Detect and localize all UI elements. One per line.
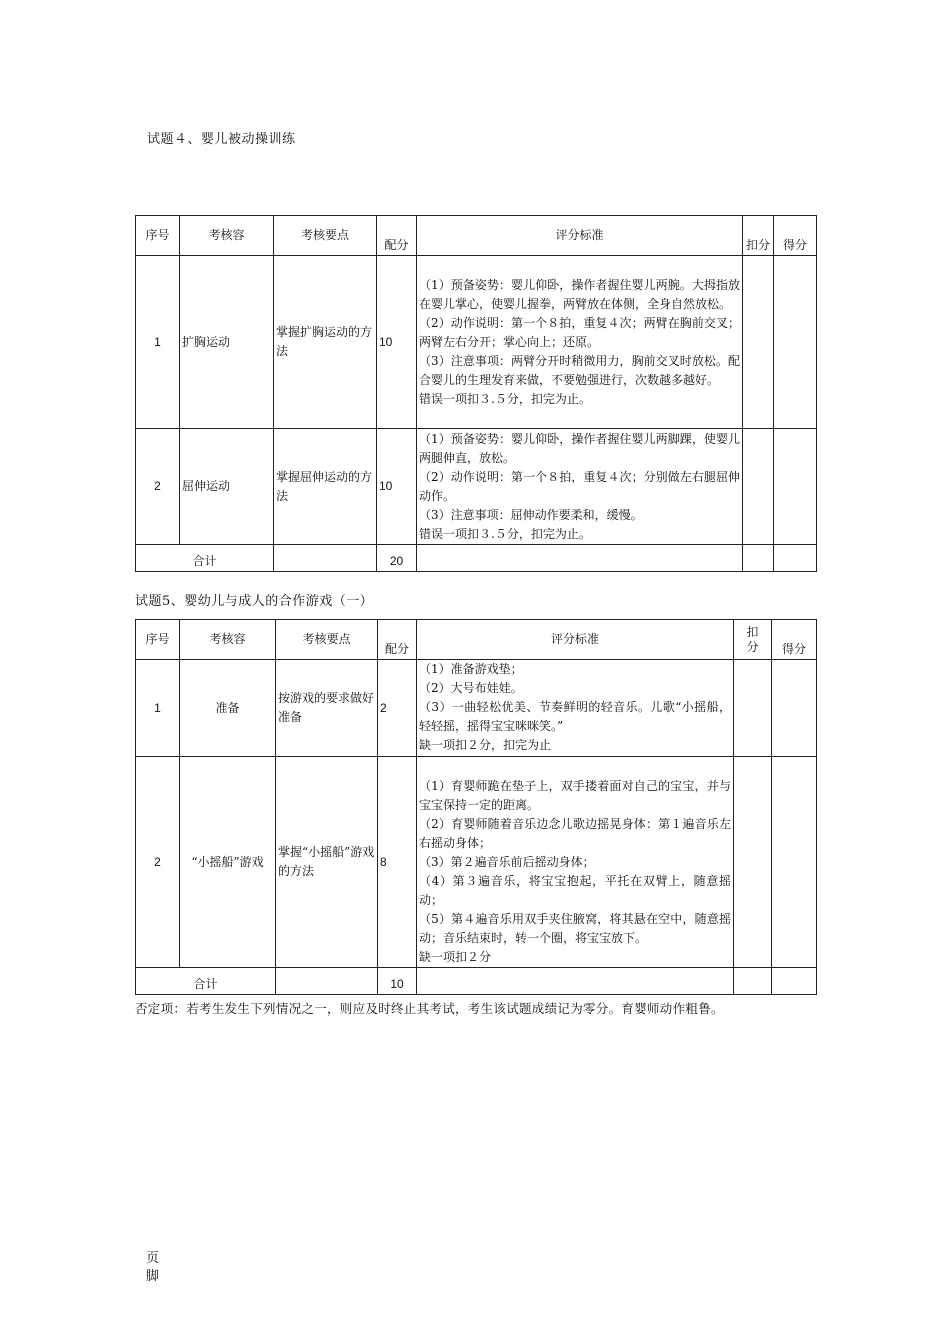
row-content: 准备	[180, 660, 276, 757]
row-standard	[417, 757, 734, 968]
standard-item: （2）大号布娃娃。	[419, 681, 523, 695]
total-label: 合计	[136, 545, 274, 572]
row-deduct	[734, 757, 772, 968]
row-deduct	[734, 660, 772, 757]
total-label: 合计	[136, 968, 276, 995]
row-seq: 2	[136, 757, 180, 968]
q4-title: 试题４、婴儿被动操训练	[147, 132, 296, 147]
standard-item: （1）预备姿势：婴儿仰卧，操作者握住婴儿两腕。大拇指放在婴儿掌心，使婴儿握拳，两臂放在体侧，全身自然放松。	[419, 277, 740, 311]
row-points: 掌握“小摇船”游戏的方法	[276, 757, 378, 968]
total-points	[274, 545, 377, 572]
total-score: 10	[378, 968, 417, 995]
total-row	[136, 545, 817, 572]
row-seq: 1	[136, 256, 180, 429]
standard-item: （3）第２遍音乐前后摇动身体；	[419, 855, 595, 869]
table-row	[136, 256, 817, 429]
row-standard	[417, 256, 743, 429]
total-got	[772, 968, 817, 995]
total-row	[136, 968, 817, 995]
row-content: “小摇船”游戏	[180, 757, 276, 968]
q5-table	[135, 619, 817, 995]
row-got	[772, 757, 817, 968]
total-points	[276, 968, 378, 995]
standard-item: （2）动作说明：第一个８拍，重复４次；分别做左右腿屈伸动作。	[419, 469, 740, 503]
total-standard	[417, 968, 734, 995]
row-got	[772, 660, 817, 757]
total-deduct	[743, 545, 774, 572]
standard-item: （1）准备游戏垫；	[419, 662, 523, 676]
row-score: 10	[377, 429, 417, 545]
table-row	[136, 757, 817, 968]
row-got	[774, 256, 817, 429]
standard-item: 缺一项扣２分，扣完为止	[419, 738, 552, 752]
standard-item: （1）育婴师跪在垫子上，双手搂着面对自己的宝宝，并与宝宝保持一定的距离。	[419, 779, 731, 812]
row-seq: 2	[136, 429, 180, 545]
standard-item: （3）注意事项：屈伸动作要柔和，缓慢。	[419, 507, 643, 522]
header-content: 考核容	[180, 216, 274, 256]
header-standard: 评分标准	[417, 216, 743, 256]
header-standard: 评分标准	[417, 620, 734, 660]
table-row	[136, 660, 817, 757]
header-score: 配分	[378, 620, 417, 660]
standard-item: （3）一曲轻松优美、节奏鲜明的轻音乐。儿歌“小摇船，轻轻摇，摇得宝宝咪咪笑。”	[419, 700, 731, 733]
standard-item: 错误一项扣３.５分，扣完为止。	[419, 391, 591, 406]
total-deduct	[734, 968, 772, 995]
standard-item: （5）第４遍音乐用双手夹住腋窝，将其悬在空中，随意摇动；音乐结束时，转一个圈，将宝宝放下。	[419, 912, 731, 945]
table-row	[136, 429, 817, 545]
standard-item: （4）第３遍音乐，将宝宝抱起，平托在双臂上，随意摇动；	[419, 874, 731, 907]
row-standard	[417, 429, 743, 545]
q4-header-row	[136, 216, 817, 256]
row-got	[774, 429, 817, 545]
header-deduct: 扣分	[743, 216, 774, 256]
row-points: 掌握扩胸运动的方法	[274, 256, 377, 429]
row-deduct	[743, 256, 774, 429]
standard-item: （3）注意事项：两臂分开时稍微用力，胸前交叉时放松。配合婴儿的生理发育来做，不要勉强进行，次数越多越好。	[419, 353, 740, 387]
q4-table	[135, 215, 817, 572]
header-deduct: 扣分	[734, 620, 772, 660]
header-got: 得分	[772, 620, 817, 660]
standard-item: （2）育婴师随着音乐边念儿歌边摇晃身体：第１遍音乐左右摇动身体；	[419, 817, 731, 850]
total-got	[774, 545, 817, 572]
total-standard	[417, 545, 743, 572]
row-score: 8	[378, 757, 417, 968]
row-score: 2	[378, 660, 417, 757]
header-seq: 序号	[136, 620, 180, 660]
standard-item: （2）动作说明：第一个８拍，重复４次；两臂在胸前交叉；两臂左右分开；掌心向上；还原。	[419, 315, 740, 349]
total-score: 20	[377, 545, 417, 572]
row-content: 扩胸运动	[180, 256, 274, 429]
row-score: 10	[377, 256, 417, 429]
header-points: 考核要点	[274, 216, 377, 256]
q5-title: 试题5、婴幼儿与成人的合作游戏（一）	[135, 594, 374, 609]
row-standard	[417, 660, 734, 757]
header-content: 考核容	[180, 620, 276, 660]
header-score: 配分	[377, 216, 417, 256]
header-got: 得分	[774, 216, 817, 256]
row-deduct	[743, 429, 774, 545]
standard-item: 缺一项扣２分	[419, 950, 492, 964]
veto-note: 否定项：若考生发生下列情况之一，则应及时终止其考试，考生该试题成绩记为零分。育婴师动作粗鲁。	[135, 1001, 724, 1016]
row-content: 屈伸运动	[180, 429, 274, 545]
page-footer: 页脚	[146, 1251, 160, 1284]
row-points: 掌握屈伸运动的方法	[274, 429, 377, 545]
q5-header-row	[136, 620, 817, 660]
header-seq: 序号	[136, 216, 180, 256]
standard-item: 错误一项扣３.５分，扣完为止。	[419, 526, 591, 541]
row-seq: 1	[136, 660, 180, 757]
header-points: 考核要点	[276, 620, 378, 660]
standard-item: （1）预备姿势：婴儿仰卧，操作者握住婴儿两脚踝，使婴儿两腿伸直，放松。	[419, 431, 740, 465]
row-points: 按游戏的要求做好准备	[276, 660, 378, 757]
